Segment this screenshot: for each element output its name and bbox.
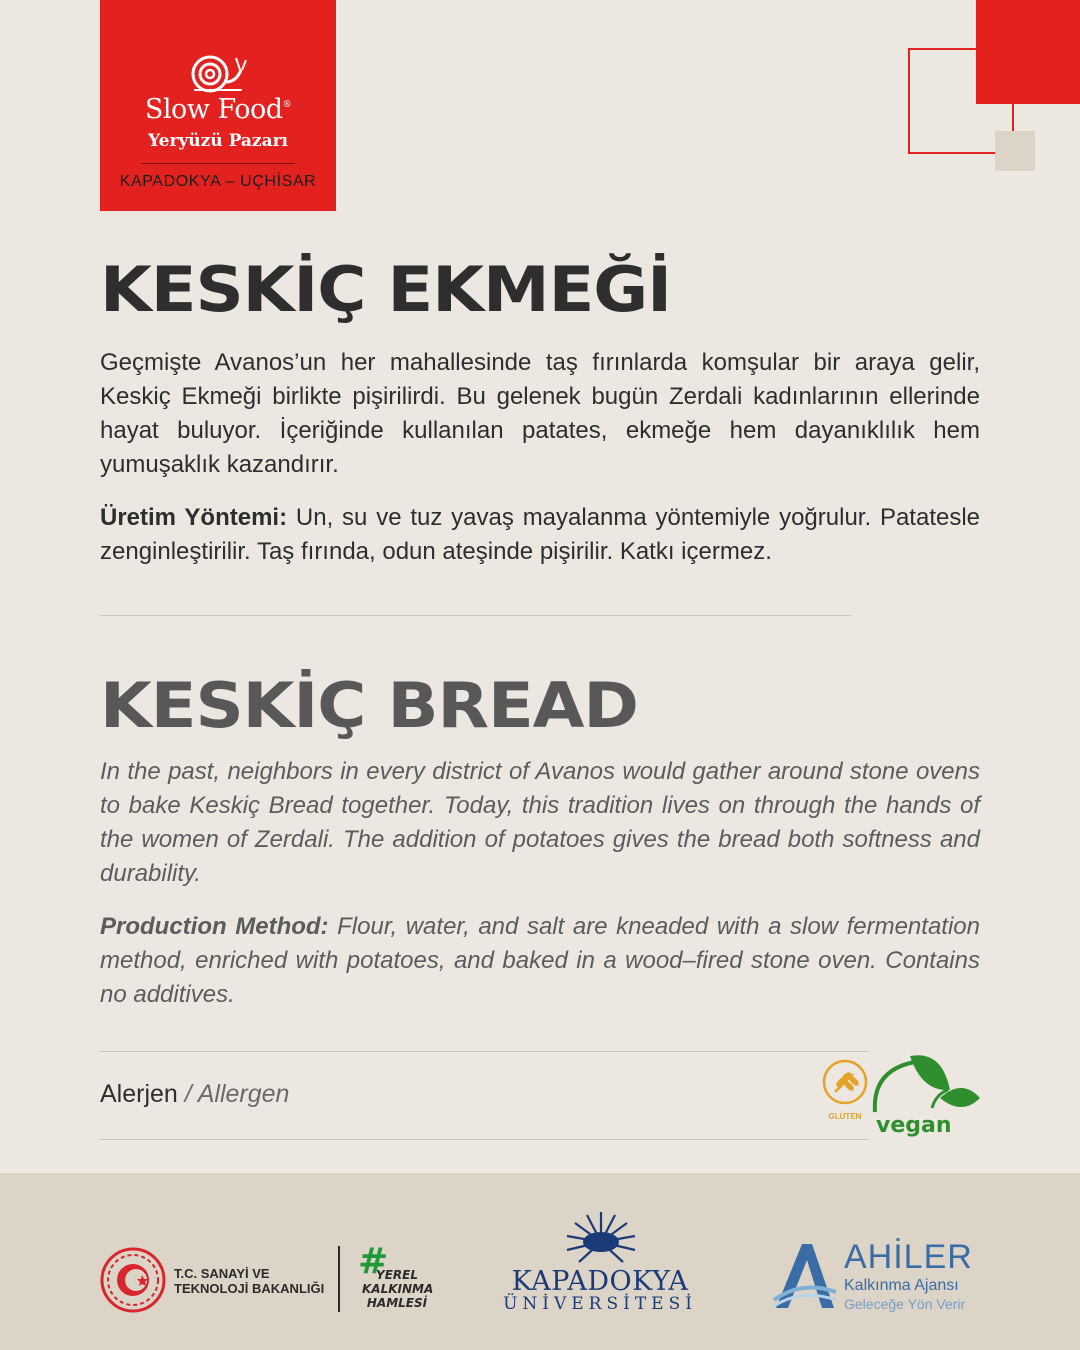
method-english <box>100 910 980 1012</box>
hashtag-icon: # <box>358 1241 389 1282</box>
allergen-label: Alerjen / Allergen <box>100 1080 290 1108</box>
decor-beige-square <box>995 131 1035 171</box>
ministry-name: T.C. SANAYİ VE TEKNOLOJİ BAKANLIĞI <box>174 1266 325 1296</box>
brand-divider <box>141 163 295 164</box>
method-text-turkish: Un, su ve tuz yavaş mayalanma yöntemiyle yoğrulur. Patatesle zenginleştirilir. Taş fırında, odun ateşinde pişirilir. Katkı içermez. <box>100 504 981 565</box>
allergen-bottom-divider <box>100 1139 868 1140</box>
description-english: In the past, neighbors in every district of Avanos would gather around stone ovens to bake Keskiç Bread together. Today, this tradition lives on through the hands of the women of Zerdali. The addition of potatoes gives the bread both softness and durability. <box>100 758 980 887</box>
footer-divider <box>338 1246 340 1312</box>
university-name: KAPADOKYA <box>511 1266 689 1297</box>
agency-logo-icon <box>772 1240 838 1312</box>
allergen-top-divider <box>100 1051 868 1052</box>
method-label-english: Production Method: <box>100 913 329 940</box>
vegan-icon <box>870 1050 985 1140</box>
agency-subtitle: Kalkınma Ajansı <box>844 1277 959 1294</box>
title-turkish: KESKİÇ EKMEĞİ <box>100 253 671 326</box>
agency-slogan: Geleceğe Yön Verir <box>844 1296 966 1312</box>
svg-text:vegan: vegan <box>876 1113 952 1138</box>
description-turkish: Geçmişte Avanos’un her mahallesinde taş fırınlarda komşular bir araya gelir, Keskiç Ekmeği birlikte pişirilirdi. Bu gelenek bugün Zerdali kadınlarının ellerinde hayat buluyor. İçeriğinde kullanılan patates, ekmeğe hem dayanıklılık hem yumuşaklık kazandırır. <box>100 349 980 478</box>
gluten-icon <box>821 1058 869 1106</box>
title-english: KESKİÇ BREAD <box>100 669 638 742</box>
slow-food-logo <box>100 0 336 211</box>
campaign-logo-text: YEREL KALKINMA HAMLESİ <box>362 1268 434 1310</box>
brand-subtitle: Yeryüzü Pazarı <box>147 131 289 151</box>
ministry-emblem-icon <box>100 1247 166 1313</box>
method-text-english: Flour, water, and salt are kneaded with a slow fermentation method, enriched with potatoes, and baked in a wood–fired stone oven. Contains no additives. <box>100 913 980 1008</box>
university-subtitle: ÜNİVERSİTESİ <box>503 1294 697 1314</box>
brand-location: KAPADOKYA – UÇHİSAR <box>119 173 317 190</box>
agency-name: AHİLER <box>844 1238 973 1276</box>
section-divider <box>100 615 851 616</box>
university-emblem-icon <box>563 1210 639 1266</box>
method-label-turkish: Üretim Yöntemi: <box>100 504 288 531</box>
method-turkish <box>100 501 980 569</box>
gluten-label: GLUTEN <box>828 1112 862 1121</box>
brand-title: Slow Food® <box>144 94 292 125</box>
snail-icon <box>186 52 250 96</box>
